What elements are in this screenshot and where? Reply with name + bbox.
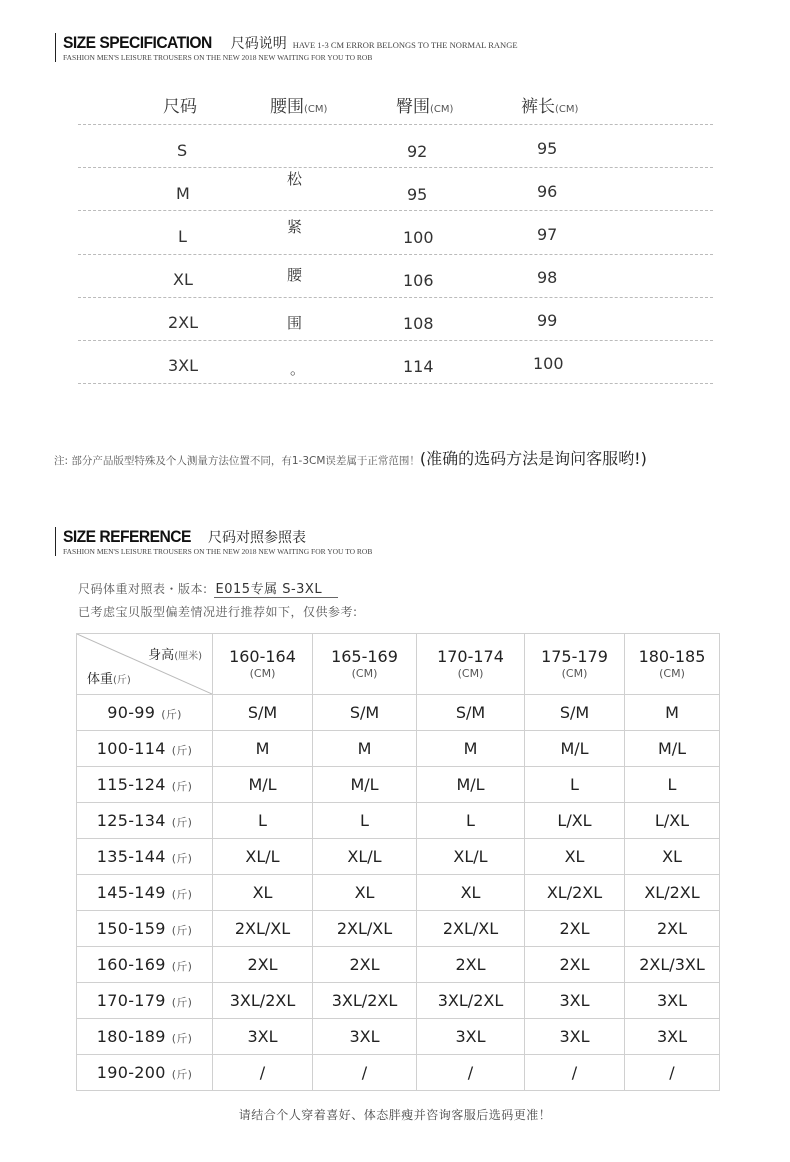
recommended-size-cell: XL/2XL: [625, 875, 720, 911]
ref-section-header: [55, 527, 383, 556]
spec-hip-value: 108: [403, 314, 434, 333]
spec-title-zh: 尺码说明: [230, 36, 287, 52]
divider: [78, 210, 713, 211]
waist-elastic-text: 围: [287, 314, 303, 332]
version-line: [78, 578, 338, 598]
weight-range: 160-169: [96, 955, 166, 974]
weight-range-cell: [77, 983, 213, 1019]
spec-hip-value: 92: [407, 142, 428, 161]
height-column-header: 170-174 (CM): [417, 634, 525, 695]
spec-length-value: 98: [537, 268, 558, 287]
recommended-size-cell: M: [313, 731, 417, 767]
height-column-header: 175-179 (CM): [525, 634, 625, 695]
weight-range: 190-200: [96, 1063, 166, 1082]
measurement-note-text: 注: 部分产品版型特殊及个人测量方法位置不同，有1-3CM误差属于正常范围！: [54, 455, 420, 467]
weight-unit: (斤): [171, 1032, 193, 1045]
spec-length-value: 99: [537, 311, 558, 330]
height-axis-label: 身高(厘米): [148, 648, 202, 663]
table-row: [77, 1055, 720, 1091]
divider: [78, 297, 713, 298]
version-label: 尺码体重对照表・版本:: [78, 582, 208, 596]
recommended-size-cell: XL: [625, 839, 720, 875]
ref-title-en: SIZE REFERENCE: [63, 527, 191, 546]
recommended-size-cell: XL: [417, 875, 525, 911]
weight-range: 170-179: [96, 991, 166, 1010]
waist-elastic-text: 。: [290, 360, 306, 378]
recommended-size-cell: /: [213, 1055, 313, 1091]
recommended-size-cell: 3XL: [525, 1019, 625, 1055]
spec-hip-value: 95: [407, 185, 428, 204]
weight-range: 135-144: [96, 847, 166, 866]
recommended-size-cell: XL: [313, 875, 417, 911]
table-row: [77, 983, 720, 1019]
spec-length-value: 97: [537, 225, 558, 244]
divider: [78, 124, 713, 125]
spec-hip-value: 106: [403, 271, 434, 290]
recommended-size-cell: M: [417, 731, 525, 767]
recommended-size-cell: /: [525, 1055, 625, 1091]
spec-size-value: XL: [173, 270, 193, 289]
recommended-size-cell: XL: [525, 839, 625, 875]
spec-header-waist: 腰围(CM): [270, 97, 328, 117]
recommended-size-cell: S/M: [313, 695, 417, 731]
recommended-size-cell: M/L: [417, 767, 525, 803]
weight-range-cell: [77, 1055, 213, 1091]
recommended-size-cell: 2XL: [417, 947, 525, 983]
recommended-size-cell: M: [625, 695, 720, 731]
recommended-size-cell: 2XL/3XL: [625, 947, 720, 983]
recommended-size-cell: M/L: [525, 731, 625, 767]
recommended-size-cell: L: [417, 803, 525, 839]
weight-range: 150-159: [96, 919, 166, 938]
recommended-size-cell: 3XL/2XL: [213, 983, 313, 1019]
recommended-size-cell: 3XL: [625, 983, 720, 1019]
table-row: [77, 911, 720, 947]
weight-unit: (斤): [171, 960, 193, 973]
weight-axis-label: 体重(斤): [87, 672, 131, 687]
weight-range: 180-189: [96, 1027, 166, 1046]
advice-text: 已考虑宝贝版型偏差情况进行推荐如下，仅供参考:: [78, 605, 358, 619]
recommended-size-cell: 3XL: [525, 983, 625, 1019]
recommended-size-cell: 2XL: [213, 947, 313, 983]
weight-range: 90-99: [107, 703, 156, 722]
divider: [78, 167, 713, 168]
weight-range: 115-124: [96, 775, 166, 794]
weight-range-cell: [77, 731, 213, 767]
recommended-size-cell: XL/L: [313, 839, 417, 875]
recommended-size-cell: S/M: [525, 695, 625, 731]
weight-unit: (斤): [171, 744, 193, 757]
table-row: [77, 767, 720, 803]
weight-range-cell: [77, 875, 213, 911]
weight-range-cell: [77, 947, 213, 983]
weight-range-cell: [77, 1019, 213, 1055]
weight-unit: (斤): [171, 888, 193, 901]
waist-elastic-text: 腰: [287, 266, 303, 284]
divider: [78, 383, 713, 384]
weight-unit: (斤): [171, 996, 193, 1009]
height-column-header: 180-185 (CM): [625, 634, 720, 695]
weight-unit: (斤): [171, 816, 193, 829]
recommended-size-cell: /: [313, 1055, 417, 1091]
spec-length-value: 95: [537, 139, 558, 158]
corner-cell: [77, 634, 213, 695]
recommended-size-cell: 3XL/2XL: [313, 983, 417, 1019]
waist-elastic-text: 松: [287, 170, 303, 188]
weight-range-cell: [77, 695, 213, 731]
table-row: [77, 839, 720, 875]
recommended-size-cell: 2XL/XL: [313, 911, 417, 947]
spec-section-header: [55, 33, 518, 62]
recommended-size-cell: L/XL: [525, 803, 625, 839]
waist-elastic-text: 紧: [287, 218, 303, 236]
weight-unit: (斤): [171, 1068, 193, 1081]
weight-range-cell: [77, 839, 213, 875]
recommended-size-cell: M/L: [213, 767, 313, 803]
weight-range: 125-134: [96, 811, 166, 830]
recommended-size-cell: M/L: [625, 731, 720, 767]
spec-length-value: 96: [537, 182, 558, 201]
recommended-size-cell: L: [625, 767, 720, 803]
spec-header-length: 裤长(CM): [521, 97, 579, 117]
spec-length-value: 100: [533, 354, 564, 373]
weight-unit: (斤): [171, 780, 193, 793]
recommended-size-cell: S/M: [417, 695, 525, 731]
spec-subtitle: FASHION MEN'S LEISURE TROUSERS ON THE NEW 2018 NEW WAITING FOR YOU TO ROB: [63, 53, 373, 62]
recommended-size-cell: S/M: [213, 695, 313, 731]
weight-range-cell: [77, 803, 213, 839]
weight-unit: (斤): [171, 924, 193, 937]
table-row: [77, 875, 720, 911]
ref-subtitle: FASHION MEN'S LEISURE TROUSERS ON THE NEW 2018 NEW WAITING FOR YOU TO ROB: [63, 547, 373, 556]
recommended-size-cell: L: [313, 803, 417, 839]
recommended-size-cell: 2XL/XL: [213, 911, 313, 947]
spec-size-value: M: [176, 184, 190, 203]
table-row: [77, 1019, 720, 1055]
recommended-size-cell: 3XL: [625, 1019, 720, 1055]
ref-title-zh: 尺码对照参照表: [207, 530, 306, 546]
weight-range-cell: [77, 767, 213, 803]
spec-hip-value: 100: [403, 228, 434, 247]
weight-range-cell: [77, 911, 213, 947]
recommended-size-cell: XL/L: [213, 839, 313, 875]
weight-unit: (斤): [171, 852, 193, 865]
spec-size-value: 2XL: [168, 313, 199, 332]
spec-header-size: 尺码: [163, 97, 197, 117]
size-reference-table: [76, 633, 720, 1091]
recommended-size-cell: XL: [213, 875, 313, 911]
divider: [78, 254, 713, 255]
spec-size-value: S: [177, 141, 188, 160]
recommended-size-cell: 3XL: [417, 1019, 525, 1055]
recommended-size-cell: M/L: [313, 767, 417, 803]
recommended-size-cell: M: [213, 731, 313, 767]
weight-range: 145-149: [96, 883, 166, 902]
footer-advice: 请结合个人穿着喜好、体态胖瘦并咨询客服后选码更准！: [238, 1108, 552, 1122]
recommended-size-cell: /: [625, 1055, 720, 1091]
recommended-size-cell: 3XL: [213, 1019, 313, 1055]
recommended-size-cell: XL/L: [417, 839, 525, 875]
recommended-size-cell: L: [213, 803, 313, 839]
table-row: [77, 803, 720, 839]
recommended-size-cell: 2XL: [525, 911, 625, 947]
table-row: [77, 947, 720, 983]
recommended-size-cell: L: [525, 767, 625, 803]
recommended-size-cell: 2XL: [625, 911, 720, 947]
recommended-size-cell: 2XL/XL: [417, 911, 525, 947]
weight-unit: (斤): [161, 708, 182, 721]
table-row: [77, 695, 720, 731]
recommended-size-cell: /: [417, 1055, 525, 1091]
recommended-size-cell: 3XL: [313, 1019, 417, 1055]
recommended-size-cell: L/XL: [625, 803, 720, 839]
spec-hip-value: 114: [403, 357, 434, 376]
recommended-size-cell: XL/2XL: [525, 875, 625, 911]
table-header-row: [77, 634, 720, 695]
weight-range: 100-114: [96, 739, 166, 758]
height-column-header: 160-164 (CM): [213, 634, 313, 695]
divider: [78, 340, 713, 341]
spec-error-note: HAVE 1-3 CM ERROR BELONGS TO THE NORMAL RANGE: [292, 40, 518, 50]
recommended-size-cell: 2XL: [525, 947, 625, 983]
table-row: [77, 731, 720, 767]
spec-size-value: 3XL: [168, 356, 199, 375]
consult-service-note: (准确的选码方法是询问客服哟!): [419, 449, 647, 468]
spec-size-value: L: [178, 227, 187, 246]
spec-header-hip: 臀围(CM): [396, 97, 454, 117]
spec-title-en: SIZE SPECIFICATION: [63, 33, 212, 52]
recommended-size-cell: 2XL: [313, 947, 417, 983]
recommended-size-cell: 3XL/2XL: [417, 983, 525, 1019]
measurement-note: [54, 446, 647, 469]
height-column-header: 165-169 (CM): [313, 634, 417, 695]
version-value: E015专属 S-3XL: [214, 578, 338, 598]
